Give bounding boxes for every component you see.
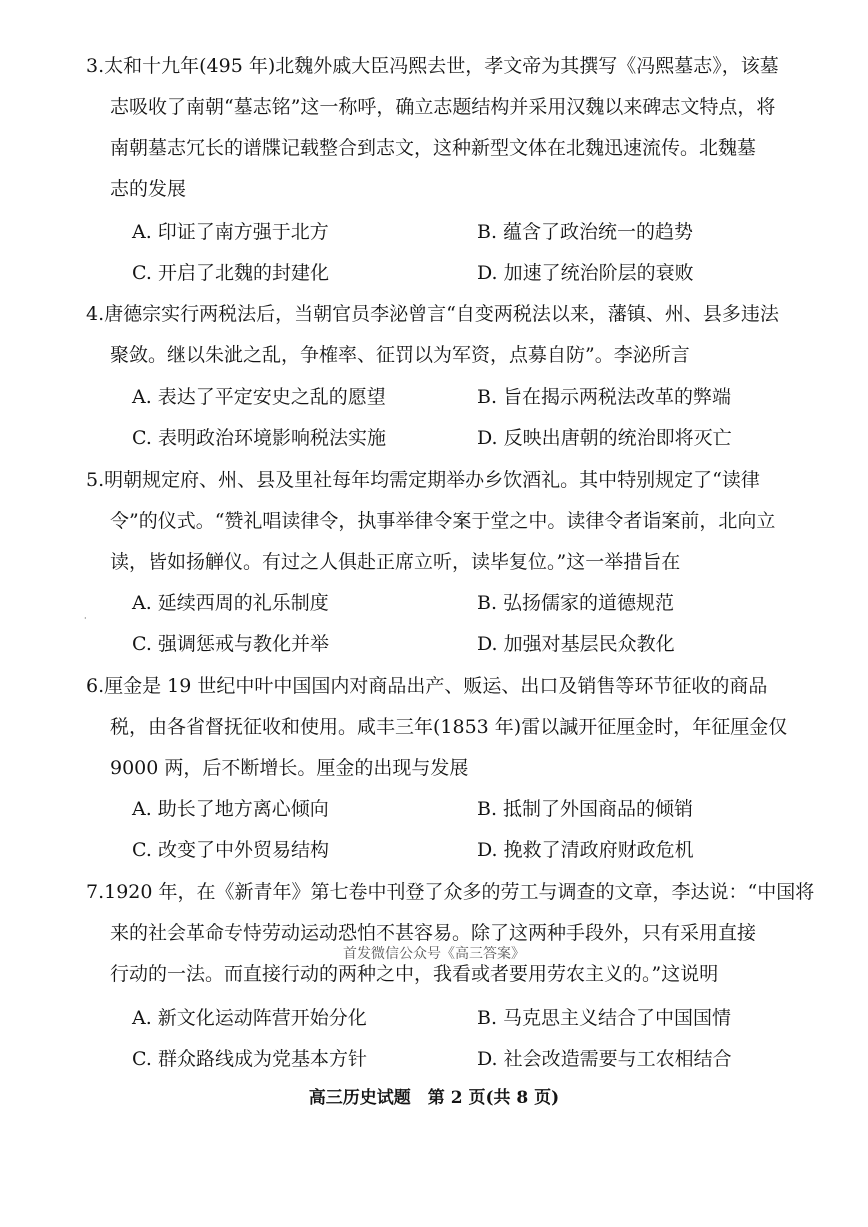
question-3-line-2: 志吸收了南朝“墓志铭”这一称呼，确立志题结构并采用汉魏以来碑志文特点，将: [110, 96, 776, 118]
option-6c[interactable]: C. 改变了中外贸易结构: [132, 839, 329, 861]
question-4-line-2: 聚敛。继以朱泚之乱，争榷率、征罚以为军资，点募自防”。李泌所言: [110, 344, 690, 366]
question-4-options-row-2: [132, 423, 772, 453]
question-7-line-2: 来的社会革命专恃劳动运动恐怕不甚容易。除了这两种手段外，只有采用直接: [110, 922, 757, 944]
option-3b[interactable]: B. 蕴含了政治统一的趋势: [477, 221, 694, 243]
question-7-line-1: 7.1920 年，在《新青年》第七卷中刊登了众多的劳工与调查的文章，李达说：“中国将: [86, 881, 815, 903]
question-7: [86, 872, 815, 995]
option-7a[interactable]: A. 新文化运动阵营开始分化: [132, 1007, 367, 1029]
page-footer: 高三历史试题 第 2 页(共 8 页): [308, 1088, 560, 1108]
question-4: [86, 294, 786, 376]
question-5: [86, 460, 786, 583]
option-5d[interactable]: D. 加强对基层民众教化: [477, 633, 675, 655]
question-7-options-row-1: [132, 1003, 772, 1033]
option-6d[interactable]: D. 挽救了清政府财政危机: [477, 839, 694, 861]
question-6-line-1: 6.厘金是 19 世纪中叶中国国内对商品出产、贩运、出口及销售等环节征收的商品: [86, 675, 768, 697]
option-4a[interactable]: A. 表达了平定安史之乱的愿望: [132, 386, 386, 408]
question-3-line-1: 3.太和十九年(495 年)北魏外戚大臣冯熙去世，孝文帝为其撰写《冯熙墓志》，该墓: [86, 55, 779, 77]
option-5a[interactable]: A. 延续西周的礼乐制度: [132, 592, 329, 614]
option-4d[interactable]: D. 反映出唐朝的统治即将灭亡: [477, 427, 732, 449]
question-6-options-row-1: [132, 794, 772, 824]
option-5b[interactable]: B. 弘扬儒家的道德规范: [477, 592, 675, 614]
question-5-line-3: 读，皆如扬觯仪。有过之人俱赴正席立听，读毕复位。”这一举措旨在: [110, 551, 681, 573]
question-3-line-4: 志的发展: [110, 178, 187, 200]
scan-speck: ·: [84, 614, 87, 623]
question-6: [86, 666, 786, 789]
option-4b[interactable]: B. 旨在揭示两税法改革的弊端: [477, 386, 732, 408]
option-7b[interactable]: B. 马克思主义结合了中国国情: [477, 1007, 732, 1029]
question-5-line-1: 5.明朝规定府、州、县及里社每年均需定期举办乡饮酒礼。其中特别规定了“读律: [86, 469, 760, 491]
question-5-options-row-2: [132, 629, 772, 659]
option-5c[interactable]: C. 强调惩戒与教化并举: [132, 633, 329, 655]
question-7-options-row-2: [132, 1044, 772, 1074]
question-3-options-row-2: [132, 258, 772, 288]
option-3c[interactable]: C. 开启了北魏的封建化: [132, 262, 329, 284]
question-5-line-2: 令”的仪式。“赞礼唱读律令，执事举律令案于堂之中。读律令者诣案前，北向立: [110, 510, 776, 532]
option-7d[interactable]: D. 社会改造需要与工农相结合: [477, 1048, 732, 1070]
option-6a[interactable]: A. 助长了地方离心倾向: [132, 798, 329, 820]
question-5-options-row-1: [132, 588, 772, 618]
option-4c[interactable]: C. 表明政治环境影响税法实施: [132, 427, 386, 449]
question-6-line-3: 9000 两，后不断增长。厘金的出现与发展: [110, 757, 469, 779]
option-7c[interactable]: C. 群众路线成为党基本方针: [132, 1048, 367, 1070]
question-3-line-3: 南朝墓志冗长的谱牒记载整合到志文，这种新型文体在北魏迅速流传。北魏墓: [110, 137, 757, 159]
question-3-options-row-1: [132, 217, 772, 247]
option-3d[interactable]: D. 加速了统治阶层的衰败: [477, 262, 694, 284]
question-6-options-row-2: [132, 835, 772, 865]
question-7-line-3: 行动的一法。而直接行动的两种之中，我看或者要用劳农主义的。”这说明: [110, 963, 719, 985]
question-3: [86, 46, 786, 210]
question-6-line-2: 税，由各省督抚征收和使用。咸丰三年(1853 年)雷以諴开征厘金时，年征厘金仅: [110, 716, 788, 738]
question-4-options-row-1: [132, 382, 772, 412]
question-4-line-1: 4.唐德宗实行两税法后，当朝官员李泌曾言“自变两税法以来，藩镇、州、县多违法: [86, 303, 779, 325]
watermark-text: 首发微信公众号《高三答案》: [343, 946, 525, 962]
option-3a[interactable]: A. 印证了南方强于北方: [132, 221, 329, 243]
option-6b[interactable]: B. 抵制了外国商品的倾销: [477, 798, 694, 820]
